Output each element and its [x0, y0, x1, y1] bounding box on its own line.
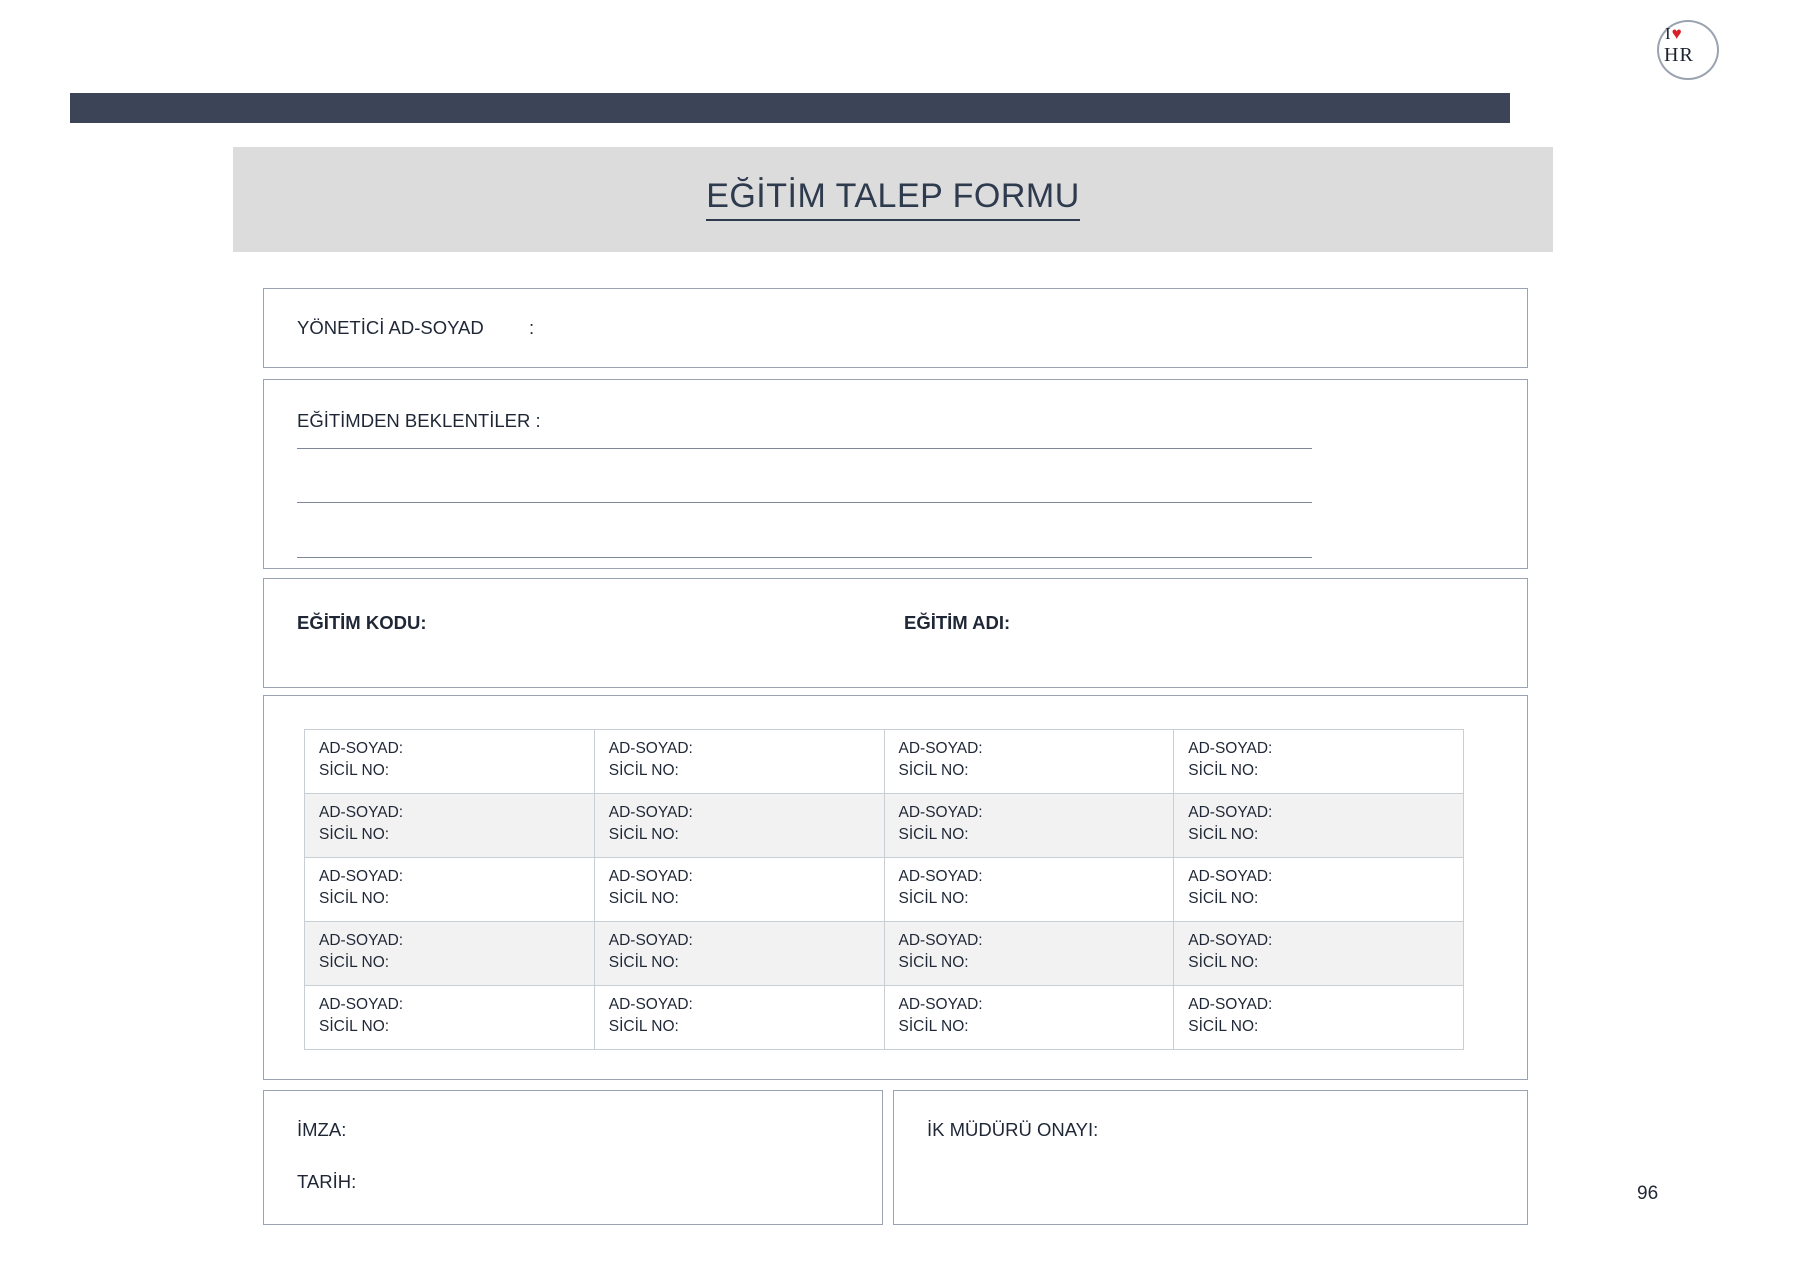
logo-letter-i: I: [1665, 24, 1672, 43]
participants-section: [263, 695, 1528, 1080]
participant-name-label: AD-SOYAD:: [319, 931, 404, 949]
participant-id-label: SİCİL NO:: [319, 890, 390, 908]
participant-cell: [305, 921, 595, 985]
participant-cell: [594, 857, 884, 921]
hr-approval-label: İK MÜDÜRÜ ONAYI:: [927, 1119, 1099, 1140]
participant-id-label: SİCİL NO:: [898, 826, 969, 844]
participant-name-label: AD-SOYAD:: [1188, 740, 1273, 757]
participant-name-label: AD-SOYAD:: [608, 803, 693, 821]
participant-name-label: AD-SOYAD:: [608, 931, 693, 949]
heart-icon: ♥: [1671, 24, 1683, 43]
participant-id-label: SİCİL NO:: [1188, 762, 1259, 780]
participant-name-label: AD-SOYAD:: [1188, 867, 1273, 885]
participant-id-label: SİCİL NO:: [319, 954, 390, 972]
page-title: EĞİTİM TALEP FORMU: [706, 178, 1080, 221]
participant-id-label: SİCİL NO:: [1188, 890, 1259, 908]
participant-cell: [884, 857, 1174, 921]
participant-cell: [884, 730, 1174, 794]
participant-id-label: SİCİL NO:: [319, 762, 390, 780]
participant-id-label: SİCİL NO:: [1188, 954, 1259, 972]
participant-name-label: AD-SOYAD:: [608, 867, 693, 885]
date-label: TARİH:: [297, 1171, 357, 1192]
participant-id-label: SİCİL NO:: [608, 826, 679, 844]
form-title-band: [233, 147, 1553, 252]
participant-id-label: SİCİL NO:: [608, 954, 679, 972]
participant-cell: [594, 921, 884, 985]
participant-name-label: AD-SOYAD:: [319, 803, 404, 821]
participant-cell: [305, 985, 595, 1049]
expectations-writing-line-2: [297, 502, 1312, 503]
participant-id-label: SİCİL NO:: [319, 1018, 390, 1036]
participant-name-label: AD-SOYAD:: [898, 995, 983, 1013]
manager-name-section: [263, 288, 1528, 368]
signature-label: İMZA:: [297, 1119, 347, 1140]
logo-line-one: [1665, 24, 1683, 44]
participant-cell: [884, 793, 1174, 857]
participant-cell: [884, 921, 1174, 985]
participant-name-label: AD-SOYAD:: [319, 867, 404, 885]
ilovehr-logo: [1655, 18, 1721, 80]
training-info-section: [263, 578, 1528, 688]
participant-name-label: AD-SOYAD:: [608, 995, 693, 1013]
expectations-section: [263, 379, 1528, 569]
participant-id-label: SİCİL NO:: [898, 762, 969, 780]
participant-name-label: AD-SOYAD:: [1188, 803, 1273, 821]
signature-section: [263, 1090, 883, 1225]
participant-name-label: AD-SOYAD:: [898, 867, 983, 885]
participant-cell: [1174, 985, 1464, 1049]
participant-name-label: AD-SOYAD:: [898, 803, 983, 821]
participant-name-label: AD-SOYAD:: [898, 931, 983, 949]
participant-id-label: SİCİL NO:: [608, 762, 679, 780]
page-number: 96: [1637, 1183, 1659, 1204]
manager-name-colon: :: [529, 317, 535, 338]
participant-cell: [305, 857, 595, 921]
participant-name-label: AD-SOYAD:: [898, 740, 983, 757]
participant-cell: [305, 730, 595, 794]
expectations-label: EĞİTİMDEN BEKLENTİLER :: [297, 410, 541, 431]
table-row: [305, 985, 1464, 1049]
participant-cell: [305, 793, 595, 857]
participant-id-label: SİCİL NO:: [608, 1018, 679, 1036]
participant-name-label: AD-SOYAD:: [608, 740, 693, 757]
expectations-writing-line-1: [297, 448, 1312, 449]
header-bar: [70, 93, 1510, 123]
participant-id-label: SİCİL NO:: [898, 1018, 969, 1036]
hr-approval-section: [893, 1090, 1528, 1225]
training-code-label: EĞİTİM KODU:: [297, 612, 427, 633]
manager-name-label: YÖNETİCİ AD-SOYAD: [297, 317, 484, 338]
participant-cell: [1174, 857, 1464, 921]
participant-cell: [594, 985, 884, 1049]
participant-id-label: SİCİL NO:: [1188, 1018, 1259, 1036]
participant-id-label: SİCİL NO:: [898, 954, 969, 972]
participants-table: [304, 729, 1464, 1050]
participant-id-label: SİCİL NO:: [319, 826, 390, 844]
table-row: [305, 730, 1464, 794]
table-row: [305, 921, 1464, 985]
participant-cell: [594, 730, 884, 794]
expectations-writing-line-3: [297, 557, 1312, 558]
participant-cell: [884, 985, 1174, 1049]
logo-line-two: HR: [1664, 44, 1694, 66]
participant-cell: [1174, 793, 1464, 857]
table-row: [305, 857, 1464, 921]
participant-name-label: AD-SOYAD:: [1188, 931, 1273, 949]
participant-id-label: SİCİL NO:: [898, 890, 969, 908]
participant-name-label: AD-SOYAD:: [319, 995, 404, 1013]
participant-name-label: AD-SOYAD:: [319, 740, 404, 757]
participant-cell: [594, 793, 884, 857]
participant-id-label: SİCİL NO:: [1188, 826, 1259, 844]
participant-id-label: SİCİL NO:: [608, 890, 679, 908]
participant-cell: [1174, 730, 1464, 794]
training-name-label: EĞİTİM ADI:: [904, 612, 1011, 633]
table-row: [305, 793, 1464, 857]
participant-name-label: AD-SOYAD:: [1188, 995, 1273, 1013]
participant-cell: [1174, 921, 1464, 985]
